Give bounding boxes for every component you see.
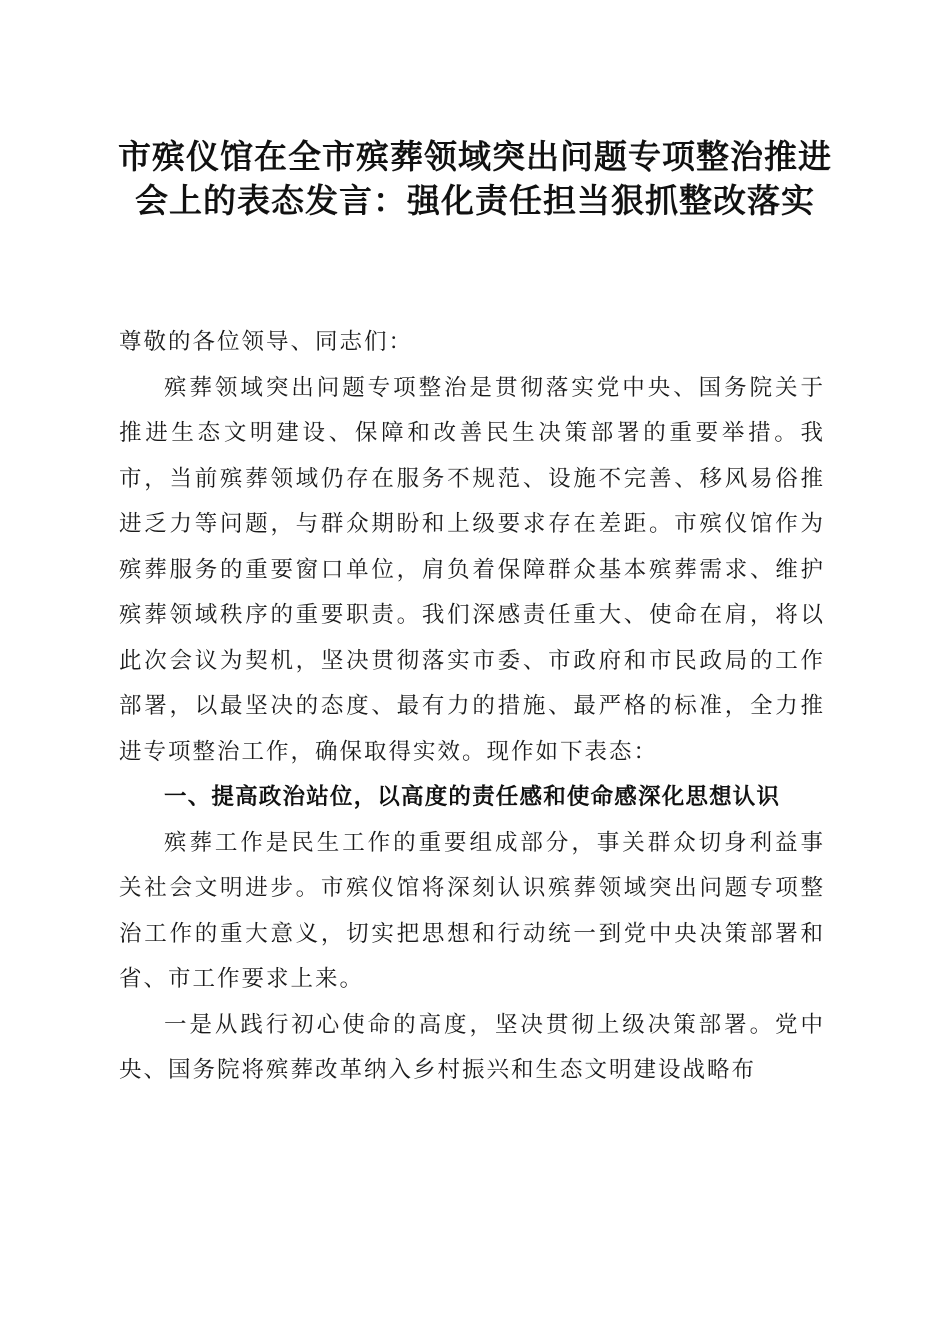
salutation: 尊敬的各位领导、同志们： — [119, 329, 414, 355]
paragraph-intro: 殡葬领域突出问题专项整治是贯彻落实党中央、国务院关于推进生态文明建设、保障和改善民生决策部署的重要举措。我市，当前殡葬领域仍存在服务不规范、设施不完善、移风易俗推进乏力等问题，与群众期盼和上级要求存在差距。市殡仪馆作为殡葬服务的重要窗口单位，肩负着保障群众基本殡葬需求、维护殡葬领域秩序的重要职责。我们深感责任重大、使命在肩，将以此次会议为契机，坚决贯彻落实市委、市政府和市民政局的工作部署，以最坚决的态度、最有力的措施、最严格的标准，全力推进专项整治工作，确保取得实效。现作如下表态： — [119, 374, 825, 765]
section-heading-1: 一、提高政治站位，以高度的责任感和使命感深化思想认识 — [164, 784, 781, 810]
paragraph-section-1: 殡葬工作是民生工作的重要组成部分，事关群众切身利益事关社会文明进步。市殡仪馆将深刻认识殡葬领域突出问题专项整治工作的重大意义，切实把思想和行动统一到党中央决策部署和省、市工作要求上来。 — [119, 829, 825, 992]
document-body — [119, 320, 825, 1094]
paragraph-point-1: 一是从践行初心使命的高度，坚决贯彻上级决策部署。党中央、国务院将殡葬改革纳入乡村振兴和生态文明建设战略布 — [119, 1011, 825, 1083]
document-title: 市殡仪馆在全市殡葬领域突出问题专项整治推进会上的表态发言：强化责任担当狠抓整改落实 — [118, 137, 832, 220]
